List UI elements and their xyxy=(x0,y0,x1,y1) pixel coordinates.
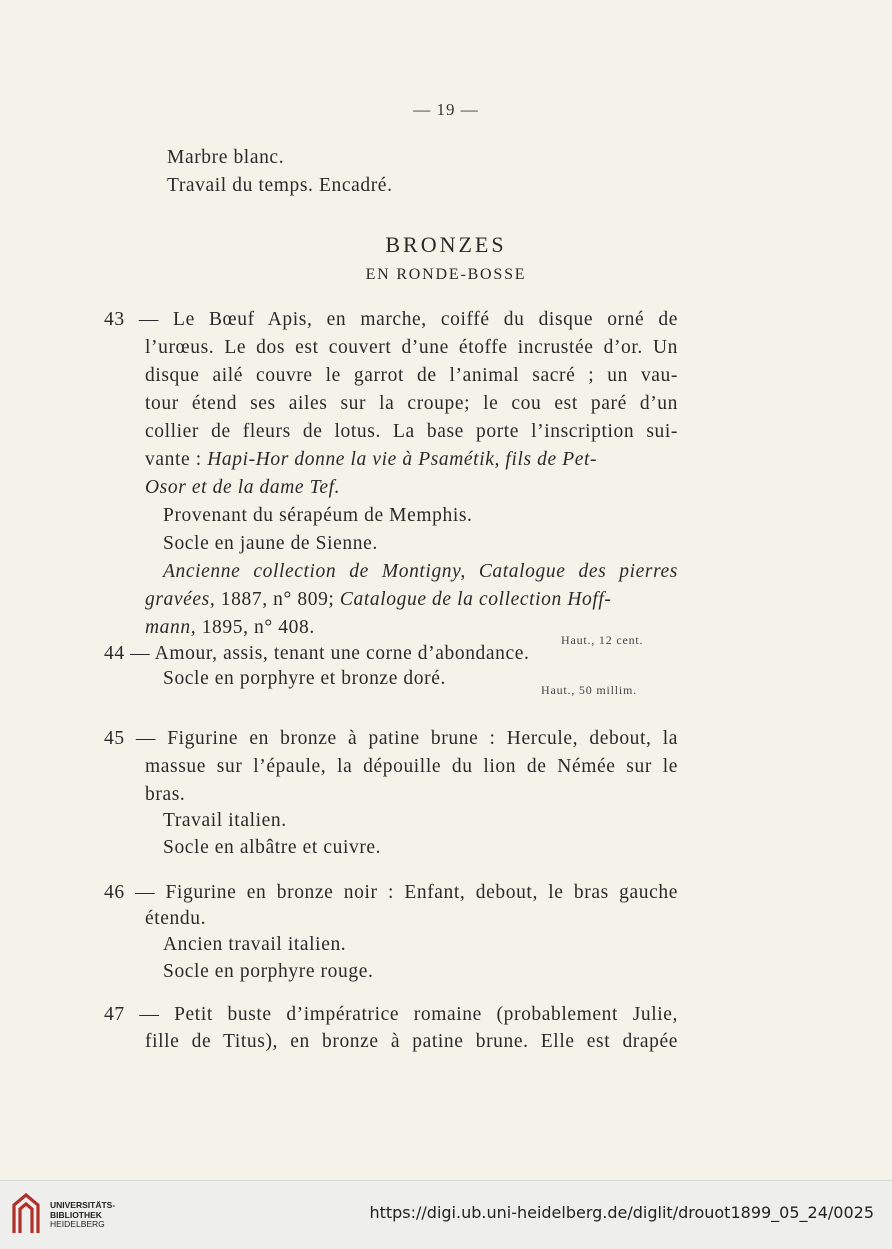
entry-46-line-4: Socle en porphyre rouge. xyxy=(163,961,374,982)
entry-43-line-3: disque ailé couvre le garrot de l’animal sacré ; un vau- xyxy=(145,365,678,386)
entry-43-inscription: Hapi-Hor donne la vie à Psamétik, fils de Pet- xyxy=(207,449,598,470)
entry-47-line-1: 47 — Petit buste d’impératrice romaine (probablement Julie, xyxy=(104,1004,678,1025)
entry-43-line-2: l’urœus. Le dos est couvert d’une étoffe incrustée d’or. Un xyxy=(145,337,678,358)
entry-44-line-2: Socle en porphyre et bronze doré. xyxy=(163,668,446,689)
library-name[interactable] xyxy=(50,1201,115,1230)
entry-46-line-2: étendu. xyxy=(145,908,207,929)
entry-43-gravees: gravées, xyxy=(145,589,216,610)
entry-43-line-7 xyxy=(145,473,340,502)
page-number: — 19 — xyxy=(413,100,479,119)
entry-43-line-6-start: vante : xyxy=(145,449,208,470)
library-name-line-3: HEIDELBERG xyxy=(50,1219,105,1229)
entry-43-mann: mann, xyxy=(145,617,197,638)
entry-43-line-1: 43 — Le Bœuf Apis, en marche, coiffé du disque orné de xyxy=(104,309,678,330)
entry-43-line-10 xyxy=(163,557,678,586)
entry-44-height: Haut., 50 millim. xyxy=(541,683,637,697)
library-name-line-2: BIBLIOTHEK xyxy=(50,1209,102,1220)
intro-line-2: Travail du temps. Encadré. xyxy=(167,175,393,196)
entry-45-line-3: bras. xyxy=(145,784,186,805)
entry-43-line-4: tour étend ses ailes sur la croupe; le cou est paré d’un xyxy=(145,393,678,414)
entry-44-line-1: 44 — Amour, assis, tenant une corne d’abondance. xyxy=(104,643,530,664)
entry-43-bibliography-1: Ancienne collection de Montigny, Catalogue des pierres xyxy=(163,561,678,582)
entry-43-line-5: collier de fleurs de lotus. La base porte l’inscription sui- xyxy=(145,421,678,442)
entry-45-line-5: Socle en albâtre et cuivre. xyxy=(163,837,382,858)
entry-46-line-3: Ancien travail italien. xyxy=(163,934,347,955)
entry-45-line-1: 45 — Figurine en bronze à patine brune : Hercule, debout, la xyxy=(104,728,678,749)
entry-45-line-4: Travail italien. xyxy=(163,810,287,831)
section-title: BRONZES xyxy=(385,232,507,257)
entry-43-height: Haut., 12 cent. xyxy=(561,633,644,647)
entry-43-ref-1895: 1895, n° 408. xyxy=(196,617,315,638)
entry-43-line-11 xyxy=(145,585,612,614)
intro-line-1: Marbre blanc. xyxy=(167,147,285,168)
footer-bar xyxy=(0,1180,892,1249)
entry-43-ref-1887: 1887, n° 809; xyxy=(215,589,340,610)
entry-43-line-6 xyxy=(145,445,678,474)
entry-43-socle: Socle en jaune de Sienne. xyxy=(163,533,378,554)
university-library-logo-icon[interactable] xyxy=(10,1193,42,1235)
entry-47-line-2: fille de Titus), en bronze à patine brune. Elle est drapée xyxy=(145,1031,678,1052)
section-subtitle: EN RONDE-BOSSE xyxy=(365,266,527,283)
entry-45-line-2: massue sur l’épaule, la dépouille du lion de Némée sur le xyxy=(145,756,678,777)
entry-43-inscription-end: Osor et de la dame Tef. xyxy=(145,477,341,498)
entry-43-line-12 xyxy=(145,613,315,642)
entry-43-catalogue: Catalogue de la collection Hoff- xyxy=(339,589,612,610)
library-name-line-1: UNIVERSITÄTS- xyxy=(50,1200,116,1210)
entry-43-provenance: Provenant du sérapéum de Memphis. xyxy=(163,505,473,526)
entry-46-line-1: 46 — Figurine en bronze noir : Enfant, debout, le bras gauche xyxy=(104,882,678,903)
source-url-link[interactable]: https://digi.ub.uni-heidelberg.de/diglit/drouot1899_05_24/0025 xyxy=(369,1203,874,1222)
